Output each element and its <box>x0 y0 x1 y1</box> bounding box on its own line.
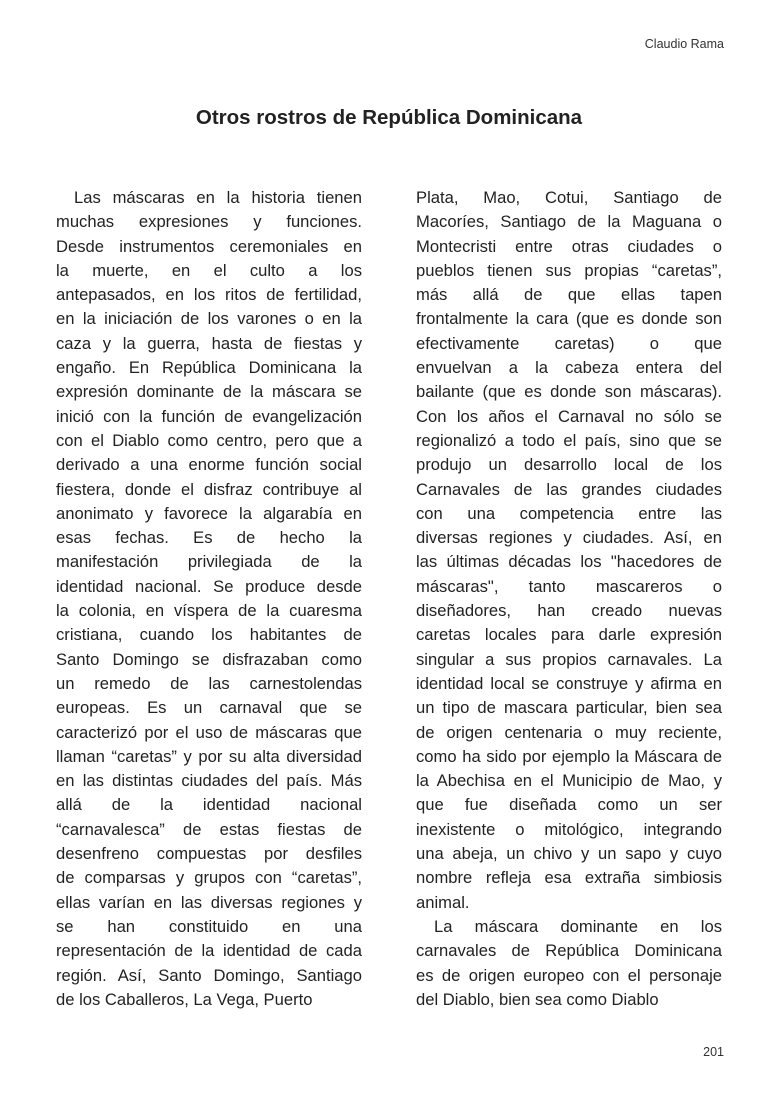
text-line: de origen centenaria o muy reciente, <box>416 722 722 742</box>
text-line: inició con la función de evangelización <box>56 406 362 426</box>
text-line: regionalizó a todo el país, sino que se <box>416 430 722 450</box>
text-line: animal. <box>416 892 470 912</box>
text-line: desenfreno compuestas por desfiles <box>56 844 362 864</box>
text-line: Con los años el Carnaval no sólo se <box>416 406 722 426</box>
text-line: produjo un desarrollo local de los <box>416 455 722 475</box>
page-title: Otros rostros de República Dominicana <box>195 106 583 129</box>
text-line: representación de la identidad de cada <box>56 941 362 961</box>
text-line: “carnavalesca” de estas fiestas de <box>56 819 362 839</box>
text-line: se han constituido en una <box>56 916 362 936</box>
text-line: Carnavales de las grandes ciudades <box>416 479 722 499</box>
text-line: en la iniciación de los varones o en la <box>56 309 362 329</box>
text-line: diversas regiones y ciudades. Así, en <box>416 528 722 548</box>
text-line: inexistente o mitológico, integrando <box>416 819 722 839</box>
text-line: ellas varían en las diversas regiones y <box>56 892 362 912</box>
text-line: expresión dominante de la máscara se <box>56 382 362 402</box>
text-line: Montecristi entre otras ciudades o <box>416 236 722 256</box>
text-line: identidad local se construye y afirma en <box>416 673 722 693</box>
page-number: 201 <box>703 1045 724 1059</box>
text-line: la muerte, en el culto a los <box>56 260 362 280</box>
text-line: la Abechisa en el Municipio de Mao, y <box>416 771 722 791</box>
text-line: europeas. Es un carnaval que se <box>56 698 362 718</box>
text-line: región. Así, Santo Domingo, Santiago <box>56 965 362 985</box>
text-line: derivado a una enorme función social <box>56 455 362 475</box>
text-line: es de origen europeo con el personaje <box>416 965 722 985</box>
text-line: frontalmente la cara (que es donde son <box>416 309 722 329</box>
text-line: manifestación privilegiada de la <box>56 552 362 572</box>
text-line: llaman “caretas” y por su alta diversidad <box>56 746 362 766</box>
text-line: de comparsas y grupos con “caretas”, <box>56 868 362 888</box>
text-line: Santo Domingo se disfrazaban como <box>56 649 362 669</box>
text-line: las últimas décadas los "hacedores de <box>416 552 722 572</box>
text-line: La máscara dominante en los <box>434 916 722 936</box>
text-line: antepasados, en los ritos de fertilidad, <box>56 285 362 305</box>
text-line: Las máscaras en la historia tienen <box>74 188 362 207</box>
text-line: que fue diseñada como un ser <box>416 795 722 815</box>
right-column <box>416 186 722 1012</box>
text-line: carnavales de República Dominicana <box>416 941 722 961</box>
text-line: engaño. En República Dominicana la <box>56 358 362 378</box>
author-header: Claudio Rama <box>644 37 724 51</box>
text-line: Desde instrumentos ceremoniales en <box>56 236 362 256</box>
text-line: efectivamente caretas) o que <box>416 333 722 353</box>
text-line: esas fechas. Es de hecho la <box>56 528 362 548</box>
text-line: del Diablo, bien sea como Diablo <box>416 989 659 1009</box>
text-line: un remedo de las carnestolendas <box>56 673 362 693</box>
text-line: nombre refleja esa extraña simbiosis <box>416 868 722 888</box>
text-line: anonimato y favorece la algarabía en <box>56 503 362 523</box>
text-line: caza y la guerra, hasta de fiestas y <box>56 333 362 353</box>
text-line: allá de la identidad nacional <box>56 795 362 815</box>
text-line: un tipo de mascara particular, bien sea <box>416 698 722 718</box>
text-line: caracterizó por el uso de máscaras que <box>56 722 362 742</box>
text-line: más allá de que ellas tapen <box>416 285 722 305</box>
left-column <box>56 186 362 1012</box>
text-line: cristiana, cuando los habitantes de <box>56 625 362 645</box>
text-line: como ha sido por ejemplo la Máscara de <box>416 746 722 766</box>
text-line: identidad nacional. Se produce desde <box>56 576 362 596</box>
text-line: caretas locales para darle expresión <box>416 625 722 645</box>
text-line: Plata, Mao, Cotui, Santiago de <box>416 188 722 207</box>
text-line: diseñadores, han creado nuevas <box>416 601 722 621</box>
text-line: fiestera, donde el disfraz contribuye al <box>56 479 362 499</box>
text-line: Macoríes, Santiago de la Maguana o <box>416 212 722 232</box>
text-line: con el Diablo como centro, pero que a <box>56 430 362 450</box>
text-line: muchas expresiones y funciones. <box>56 212 362 232</box>
text-line: singular a sus propios carnavales. La <box>416 649 722 669</box>
text-line: bailante (que es donde son máscaras). <box>416 382 722 402</box>
text-line: máscaras", tanto mascareros o <box>416 576 722 596</box>
text-line: la colonia, en víspera de la cuaresma <box>56 601 362 621</box>
text-line: en las distintas ciudades del país. Más <box>56 771 362 791</box>
text-line: pueblos tienen sus propias “caretas”, <box>416 260 722 280</box>
text-line: envuelvan a la cabeza entera del <box>416 358 722 378</box>
text-line: con una competencia entre las <box>416 503 722 523</box>
text-line: una abeja, un chivo y un sapo y cuyo <box>416 844 722 864</box>
text-line: de los Caballeros, La Vega, Puerto <box>56 989 313 1009</box>
